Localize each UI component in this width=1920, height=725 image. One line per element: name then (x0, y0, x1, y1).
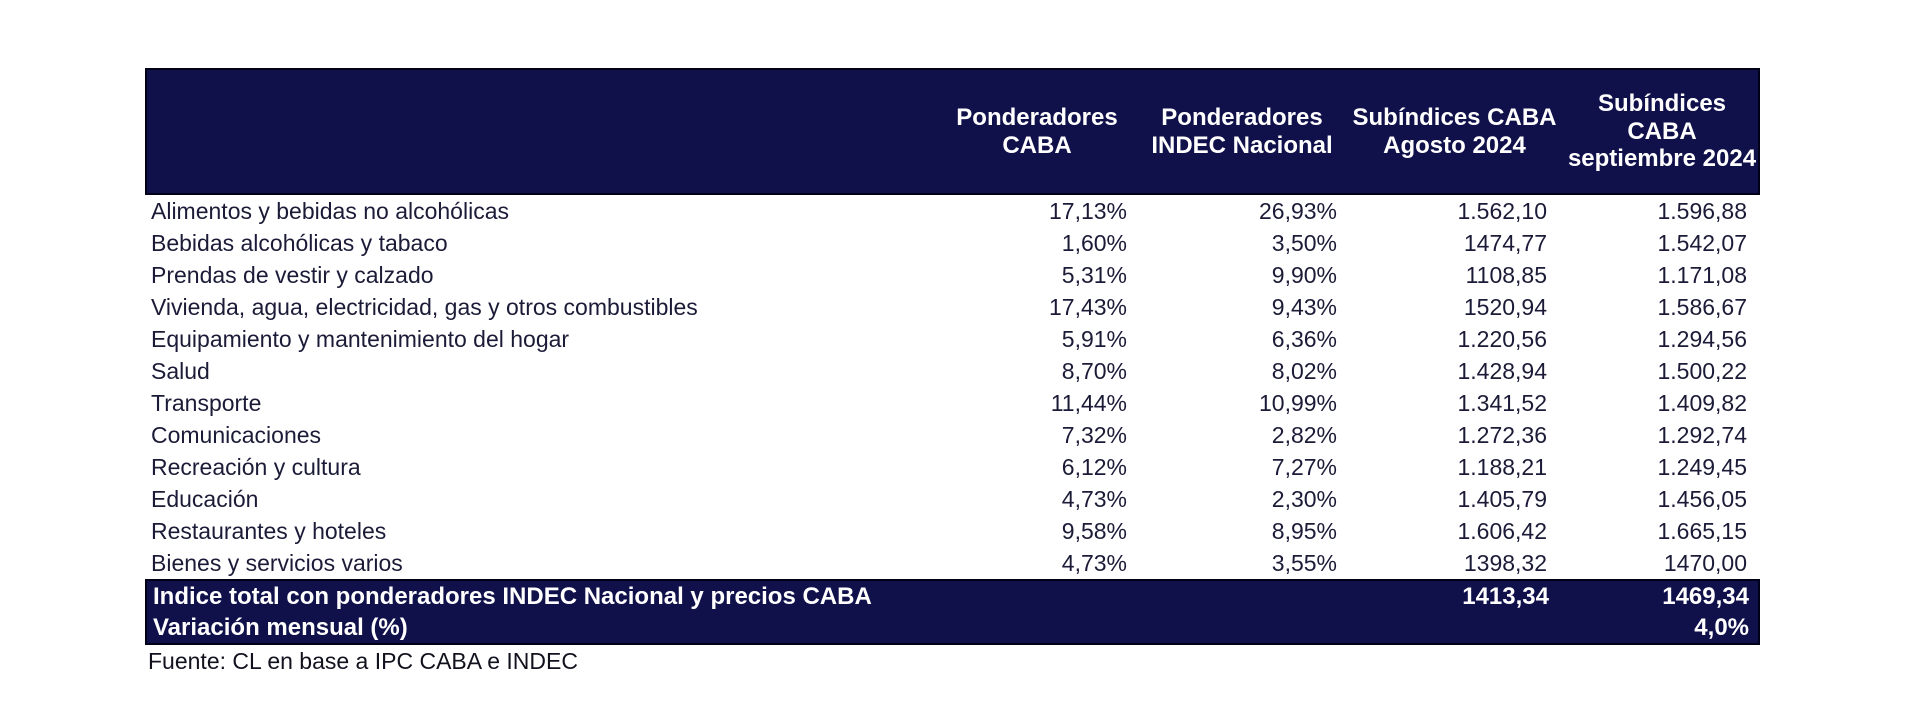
subindice-agosto-value: 1.606,42 (1457, 517, 1547, 544)
table-footer (145, 579, 1760, 645)
pond-caba-value: 11,44% (1050, 389, 1127, 416)
row-label: Comunicaciones (151, 421, 322, 448)
subindice-septiembre-value: 1.292,74 (1657, 421, 1747, 448)
pond-caba-value: 7,32% (1061, 421, 1127, 448)
total-row-label: Indice total con ponderadores INDEC Nacional y precios CABA (153, 582, 872, 610)
subindice-agosto-value: 1.341,52 (1457, 389, 1547, 416)
header-subindices-septiembre: Subíndices CABA septiembre 2024 (1567, 89, 1757, 173)
subindice-septiembre-value: 1.500,22 (1657, 357, 1747, 384)
header-subindices-agosto: Subíndices CABA Agosto 2024 (1352, 103, 1557, 159)
row-label: Vivienda, agua, electricidad, gas y otros combustibles (151, 293, 698, 320)
table-row (145, 195, 1760, 227)
subindice-agosto-value: 1474,77 (1463, 229, 1547, 256)
table-row (145, 387, 1760, 419)
pond-caba-value: 1,60% (1061, 229, 1127, 256)
subindice-septiembre-value: 1.294,56 (1657, 325, 1747, 352)
pond-caba-value: 6,12% (1061, 453, 1127, 480)
pond-indec-value: 6,36% (1271, 325, 1337, 352)
pond-caba-value: 9,58% (1061, 517, 1127, 544)
table-row (145, 259, 1760, 291)
table-row (145, 323, 1760, 355)
ipc-caba-table (145, 68, 1760, 645)
subindice-septiembre-value: 1.249,45 (1657, 453, 1747, 480)
pond-caba-value: 17,13% (1048, 197, 1127, 224)
source-note: Fuente: CL en base a IPC CABA e INDEC (148, 648, 578, 674)
pond-indec-value: 2,82% (1271, 421, 1337, 448)
subindice-septiembre-value: 1.586,67 (1657, 293, 1747, 320)
table-row (145, 227, 1760, 259)
table-row (145, 451, 1760, 483)
table-row (145, 291, 1760, 323)
row-label: Prendas de vestir y calzado (151, 261, 434, 288)
pond-caba-value: 5,31% (1061, 261, 1127, 288)
subindice-agosto-value: 1398,32 (1463, 549, 1547, 576)
pond-indec-value: 8,95% (1271, 517, 1337, 544)
subindice-agosto-value: 1.428,94 (1457, 357, 1547, 384)
row-label: Equipamiento y mantenimiento del hogar (151, 325, 570, 352)
subindice-agosto-value: 1108,85 (1465, 261, 1547, 288)
pond-indec-value: 26,93% (1258, 197, 1337, 224)
row-label: Bienes y servicios varios (151, 549, 403, 576)
subindice-septiembre-value: 1.542,07 (1657, 229, 1747, 256)
subindice-agosto-value: 1.562,10 (1457, 197, 1547, 224)
row-label: Salud (151, 357, 210, 384)
pond-caba-value: 8,70% (1061, 357, 1127, 384)
pond-indec-value: 3,55% (1271, 549, 1337, 576)
pond-caba-value: 4,73% (1061, 485, 1127, 512)
subindice-agosto-value: 1.220,56 (1457, 325, 1547, 352)
subindice-agosto-value: 1.188,21 (1457, 453, 1547, 480)
pond-indec-value: 8,02% (1271, 357, 1337, 384)
header-ponderadores-caba: Ponderadores CABA (956, 103, 1118, 159)
subindice-septiembre-value: 1.456,05 (1657, 485, 1747, 512)
pond-indec-value: 3,50% (1271, 229, 1337, 256)
variation-row-label: Variación mensual (%) (153, 613, 408, 641)
pond-indec-value: 2,30% (1271, 485, 1337, 512)
subindice-septiembre-value: 1.665,15 (1657, 517, 1747, 544)
table-row (145, 483, 1760, 515)
subindice-agosto-value: 1.272,36 (1457, 421, 1547, 448)
row-label: Transporte (151, 389, 262, 416)
subindice-agosto-value: 1520,94 (1463, 293, 1547, 320)
subindice-septiembre-value: 1470,00 (1663, 549, 1747, 576)
total-septiembre-value: 1469,34 (1662, 582, 1749, 610)
total-row (147, 581, 1758, 612)
subindice-septiembre-value: 1.171,08 (1657, 261, 1747, 288)
variation-row (147, 612, 1758, 643)
pond-indec-value: 9,43% (1271, 293, 1337, 320)
table-row (145, 355, 1760, 387)
pond-indec-value: 10,99% (1258, 389, 1337, 416)
row-label: Restaurantes y hoteles (151, 517, 387, 544)
table-header-row (145, 68, 1760, 195)
subindice-septiembre-value: 1.409,82 (1657, 389, 1747, 416)
table-body (145, 195, 1760, 579)
variation-septiembre-value: 4,0% (1694, 613, 1749, 641)
pond-indec-value: 9,90% (1271, 261, 1337, 288)
row-label: Educación (151, 485, 259, 512)
pond-caba-value: 17,43% (1048, 293, 1127, 320)
pond-caba-value: 5,91% (1061, 325, 1127, 352)
pond-indec-value: 7,27% (1271, 453, 1337, 480)
table-row (145, 419, 1760, 451)
table-row (145, 547, 1760, 579)
subindice-agosto-value: 1.405,79 (1457, 485, 1547, 512)
pond-caba-value: 4,73% (1061, 549, 1127, 576)
total-agosto-value: 1413,34 (1462, 582, 1549, 610)
header-ponderadores-indec: Ponderadores INDEC Nacional (1151, 103, 1333, 159)
row-label: Recreación y cultura (151, 453, 361, 480)
table-row (145, 515, 1760, 547)
row-label: Alimentos y bebidas no alcohólicas (151, 197, 509, 224)
row-label: Bebidas alcohólicas y tabaco (151, 229, 448, 256)
subindice-septiembre-value: 1.596,88 (1657, 197, 1747, 224)
